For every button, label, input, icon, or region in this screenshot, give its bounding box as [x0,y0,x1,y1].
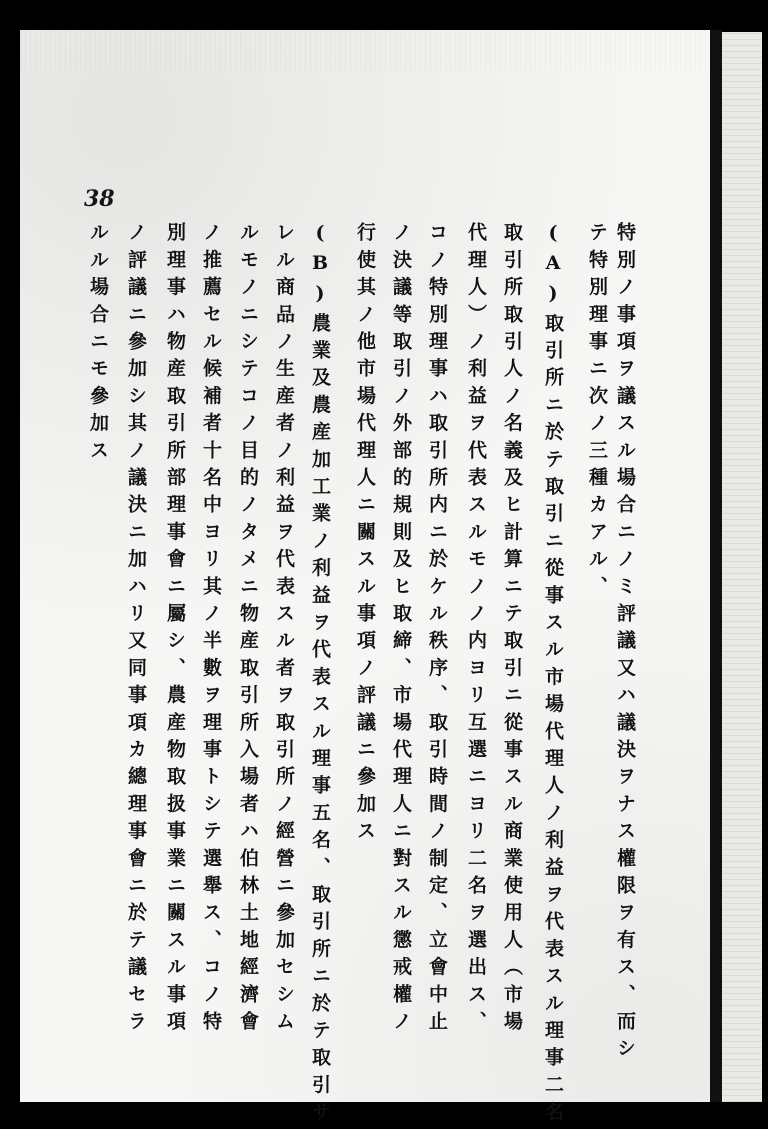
text-column: コノ特別理事ハ取引所内ニ於ケル秩序、取引時間ノ制定、立會中止 [426,222,448,1038]
text-column: 別理事ハ物産取引所部理事會ニ屬シ、農産物取扱事業ニ關スル事項 [164,222,186,1038]
text-column: テ特別理事ニ次ノ三種カアル、 [586,222,608,603]
text-column: 代理人）ノ利益ヲ代表スルモノノ内ヨリ互選ニヨリ二名ヲ選出ス、 [465,222,487,1038]
scan-noise [20,30,710,70]
text-column: レル商品ノ生産者ノ利益ヲ代表スル者ヲ取引所ノ經營ニ參加セシム [273,222,295,1038]
book-binding [710,30,722,1102]
text-column: 行使其ノ他市場代理人ニ關スル事項ノ評議ニ參加ス [354,222,376,848]
text-column: ノ推薦セル候補者十名中ヨリ其ノ半數ヲ理事トシテ選舉ス、コノ特 [200,222,222,1038]
text-column: (A)取引所ニ於テ取引ニ從事スル市場代理人ノ利益ヲ代表スル理事二名 [542,222,564,1129]
text-column: (B)農業及農産加工業ノ利益ヲ代表スル理事五名、取引所ニ於テ取引サ [309,222,331,1129]
text-column: ルモノニシテコノ目的ノタメニ物産取引所入場者ハ伯林土地經濟會 [237,222,259,1038]
page-number: 38 [84,186,115,212]
adjacent-page-edge [722,32,762,1102]
text-column: ルル場合ニモ參加ス [87,222,109,467]
text-column: 取引所取引人ノ名義及ヒ計算ニテ取引ニ從事スル商業使用人（市場 [501,222,523,1038]
text-column: ノ評議ニ參加シ其ノ議決ニ加ハリ又同事項カ總理事會ニ於テ議セラ [125,222,147,1038]
text-column: 特別ノ事項ヲ議スル場合ニノミ評議又ハ議決ヲナス權限ヲ有ス、而シ [614,222,636,1066]
text-column: ノ決議等取引ノ外部的規則及ヒ取締、市場代理人ニ對スル懲戒權ノ [390,222,412,1038]
